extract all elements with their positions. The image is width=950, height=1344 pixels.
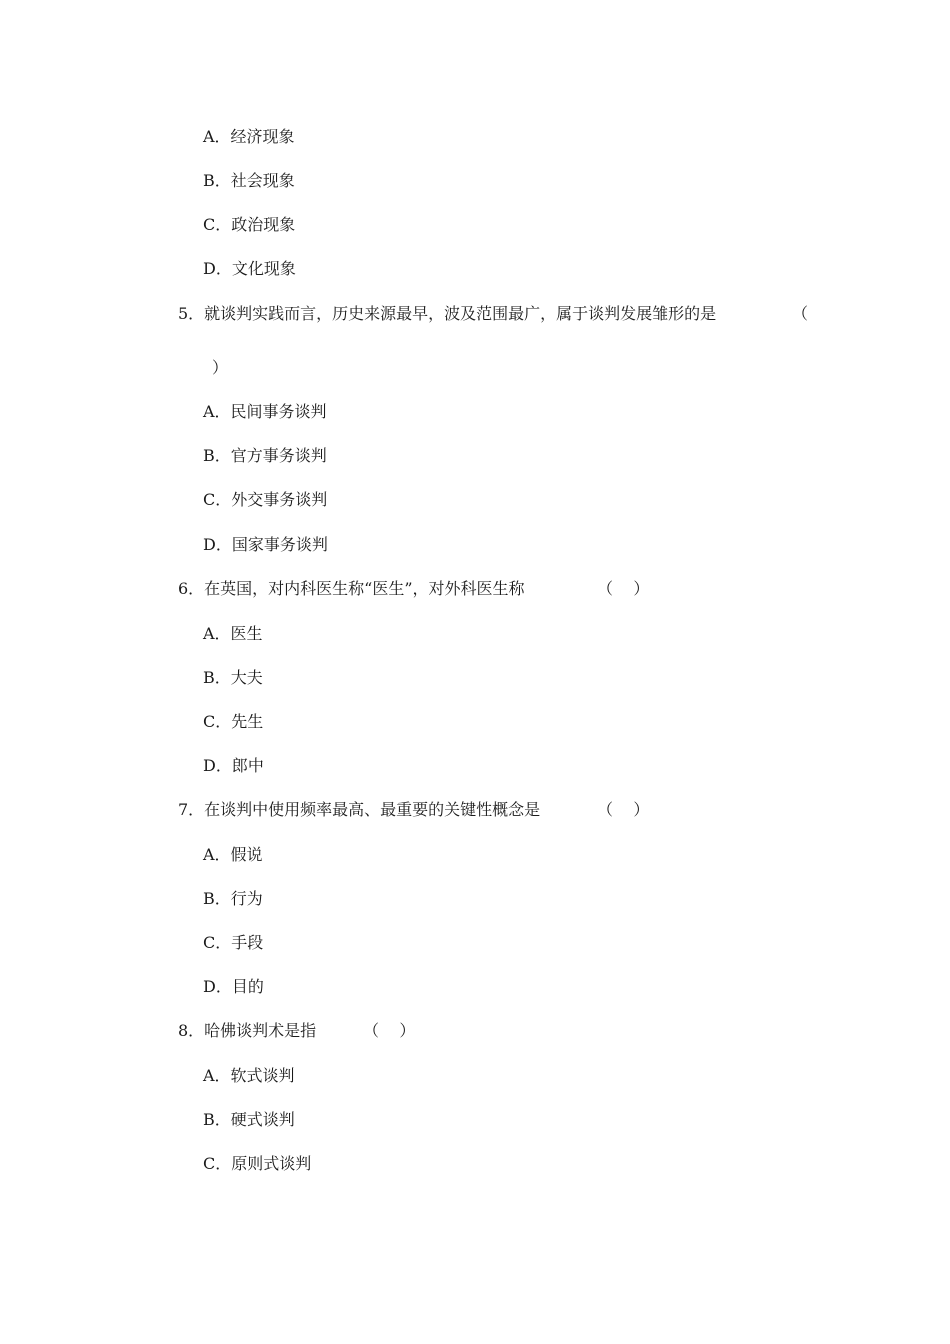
option-b: B．大夫 bbox=[203, 668, 263, 687]
option-c: C．原则式谈判 bbox=[203, 1154, 312, 1173]
option-b: B．硬式谈判 bbox=[203, 1110, 295, 1129]
question-8-paren: （ ） bbox=[363, 1021, 416, 1040]
option-b: B．社会现象 bbox=[203, 171, 295, 190]
question-5-paren-close: ） bbox=[212, 358, 229, 377]
question-7-paren: （ ） bbox=[597, 800, 650, 819]
option-c: C．先生 bbox=[203, 712, 264, 731]
option-d: D．目的 bbox=[203, 977, 264, 996]
option-c: C．手段 bbox=[203, 933, 264, 952]
option-b: B．行为 bbox=[203, 889, 263, 908]
question-8: 8．哈佛谈判术是指 bbox=[178, 1021, 317, 1040]
option-a: A．医生 bbox=[203, 624, 263, 643]
option-a: A．民间事务谈判 bbox=[203, 402, 327, 421]
option-a: A．经济现象 bbox=[203, 127, 295, 146]
option-c: C．外交事务谈判 bbox=[203, 490, 328, 509]
question-7: 7．在谈判中使用频率最高、最重要的关键性概念是 bbox=[178, 800, 541, 819]
option-a: A．假说 bbox=[203, 845, 263, 864]
option-d: D．文化现象 bbox=[203, 259, 296, 278]
option-b: B．官方事务谈判 bbox=[203, 446, 327, 465]
question-6: 6．在英国，对内科医生称“医生”，对外科医生称 bbox=[178, 579, 525, 598]
question-5: 5．就谈判实践而言，历史来源最早，波及范围最广，属于谈判发展雏形的是 bbox=[178, 304, 717, 323]
question-6-paren: （ ） bbox=[597, 579, 650, 598]
option-d: D．国家事务谈判 bbox=[203, 535, 328, 554]
question-5-paren-open: （ bbox=[792, 304, 809, 323]
option-c: C．政治现象 bbox=[203, 215, 296, 234]
option-a: A．软式谈判 bbox=[203, 1066, 295, 1085]
option-d: D．郎中 bbox=[203, 756, 264, 775]
